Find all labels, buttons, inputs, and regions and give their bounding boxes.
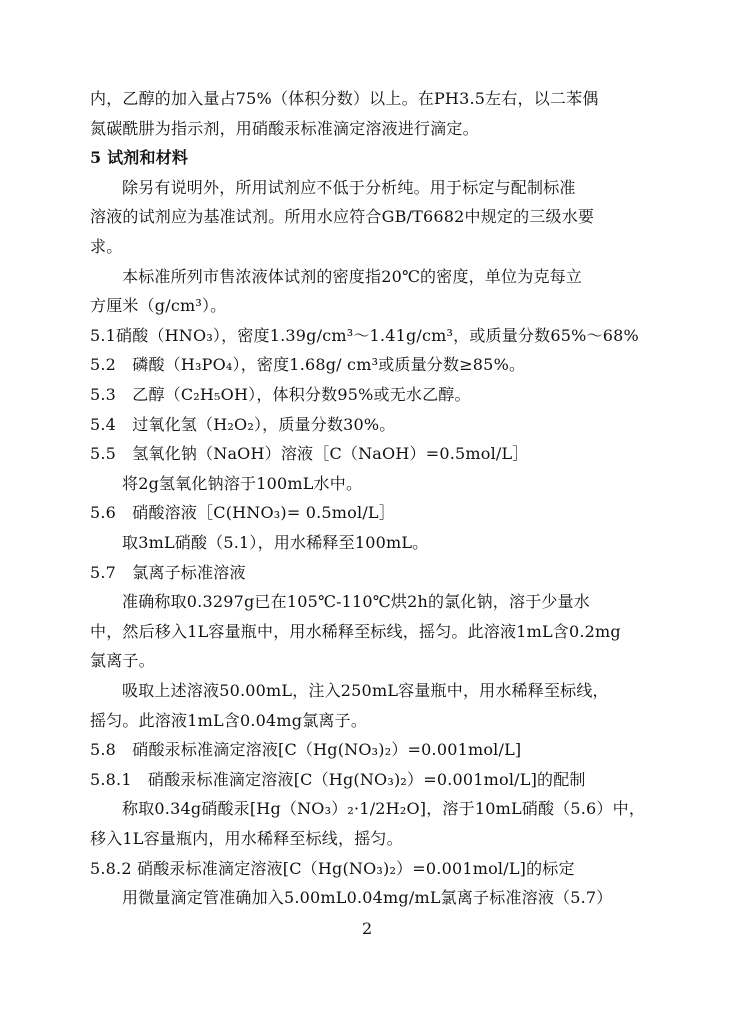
text-line: 5.8.1 硝酸汞标准滴定溶液[C（Hg(NO₃)₂）=0.001mol/L]的配制 [90, 770, 586, 789]
text-line: 5.5 氢氧化钠（NaOH）溶液［C（NaOH）=0.5mol/L］ [90, 444, 529, 463]
text-line: 氯离子。 [90, 651, 155, 670]
text-line: 称取0.34g硝酸汞[Hg（NO₃）₂·1/2H₂O]，溶于10mL硝酸（5.6）中， [122, 799, 646, 818]
text-line: 吸取上述溶液50.00mL，注入250mL容量瓶中，用水稀释至标线， [122, 681, 609, 700]
text-line: 氮碳酰肼为指示剂，用硝酸汞标准滴定溶液进行滴定。 [90, 119, 479, 138]
text-line: 求。 [90, 237, 123, 256]
text-line: 取3mL硝酸（5.1），用水稀释至100mL。 [122, 533, 429, 552]
text-line: 除另有说明外，所用试剂应不低于分析纯。用于标定与配制标准 [122, 178, 576, 197]
text-line: 5.3 乙醇（C₂H₅OH），体积分数95%或无水乙醇。 [90, 385, 471, 404]
text-line: 5.8 硝酸汞标准滴定溶液[C（Hg(NO₃)₂）=0.001mol/L] [90, 740, 522, 759]
text-line: 方厘米（g/cm³）。 [90, 296, 227, 315]
text-line: 摇匀。此溶液1mL含0.04mg氯离子。 [90, 711, 368, 730]
text-line: 将2g氢氧化钠溶于100mL水中。 [122, 474, 363, 493]
text-line: 5.1硝酸（HNO₃），密度1.39g/cm³～1.41g/cm³，或质量分数65%～68% [90, 326, 639, 345]
text-line: 5.6 硝酸溶液［C(HNO₃)= 0.5mol/L］ [90, 503, 395, 522]
subsection-heading: 5.7 氯离子标准溶液 [90, 563, 246, 582]
page-number: 2 [362, 919, 373, 938]
text-line: 内，乙醇的加入量占75%（体积分数）以上。在PH3.5左右，以二苯偶 [90, 89, 599, 108]
text-line: 移入1L容量瓶内，用水稀释至标线，摇匀。 [90, 829, 403, 848]
text-line: 5.8.2 硝酸汞标准滴定溶液[C（Hg(NO₃)₂）=0.001mol/L]的标定 [90, 859, 575, 878]
text-line: 用微量滴定管准确加入5.00mL0.04mg/mL氯离子标准溶液（5.7） [122, 888, 613, 907]
section-heading: 5 试剂和材料 [90, 148, 189, 167]
text-line: 中，然后移入1L容量瓶中，用水稀释至标线，摇匀。此溶液1mL含0.2mg [90, 622, 621, 641]
text-line: 本标准所列市售浓液体试剂的密度指20℃的密度，单位为克每立 [122, 267, 583, 286]
text-line: 准确称取0.3297g已在105℃-110℃烘2h的氯化钠，溶于少量水 [122, 592, 590, 611]
text-line: 5.4 过氧化氢（H₂O₂），质量分数30%。 [90, 415, 396, 434]
text-line: 溶液的试剂应为基准试剂。所用水应符合GB/T6682中规定的三级水要 [90, 207, 595, 226]
text-line: 5.2 磷酸（H₃PO₄），密度1.68g/ cm³或质量分数≥85%。 [90, 355, 526, 374]
